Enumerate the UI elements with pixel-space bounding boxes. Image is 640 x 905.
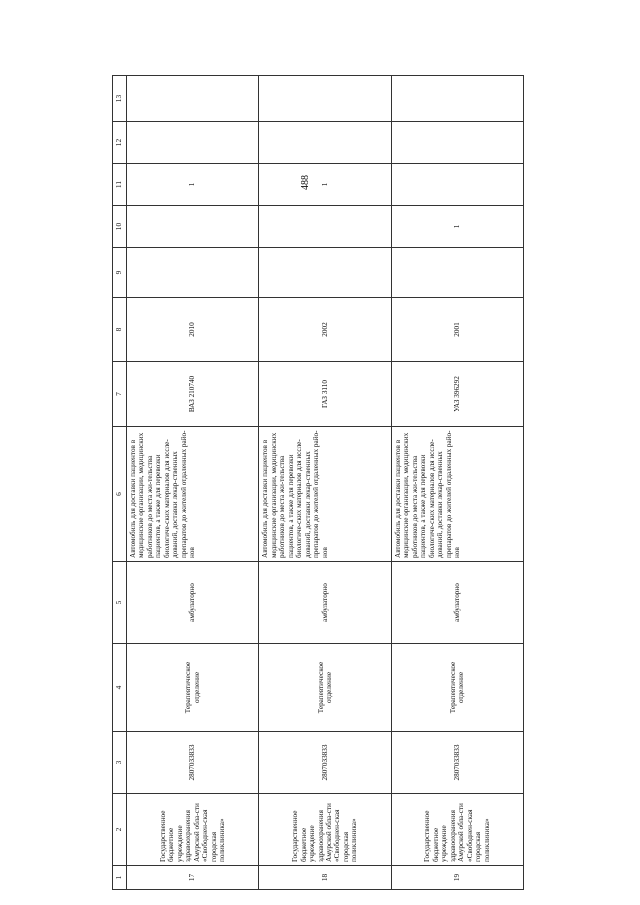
- cell-col-10: [259, 206, 391, 248]
- cell-col-10: [127, 206, 259, 248]
- column-number: 10: [113, 206, 127, 248]
- column-number: 5: [113, 562, 127, 644]
- care-type: амбулаторно: [127, 562, 259, 644]
- vehicle-year: 2010: [127, 298, 259, 362]
- row-number: 18: [259, 866, 391, 890]
- organization-name: Государственное бюджетное учреждение здравоохранения Амурской обла-сти «Свободнен-ская городская поликлиника»: [127, 794, 259, 866]
- cell-col-12: [259, 122, 391, 164]
- vehicle-purpose: Автомобиль для доставки пациентов в медицинские организации, медицинских работников до места жи-тельства пациентов, а также для перевозки биологиче-ских материалов для иссле-дований, доставки лекар-ственных препаратов до жителей отдаленных райо-нов: [391, 427, 523, 562]
- column-number-row: [113, 76, 127, 890]
- cell-col-13: [259, 76, 391, 122]
- table-row: [127, 76, 259, 890]
- vehicle-purpose: Автомобиль для доставки пациентов в медицинские организации, медицинских работников до места жи-тельства пациентов, а также для перевозки биологиче-ских материалов для иссле-дований, доставки лекар-ственных препаратов до жителей отдаленных райо-нов: [127, 427, 259, 562]
- vehicle-table: [112, 75, 524, 890]
- vehicle-purpose: Автомобиль для доставки пациентов в медицинские организации, медицинских работников до места жи-тельства пациентов, а также для перевозки биологиче-ских материалов для иссле-дований, доставки лекар-ственных препаратов до жителей отдаленных райо-нов: [259, 427, 391, 562]
- cell-col-12: [127, 122, 259, 164]
- vehicle-model: ВАЗ 210740: [127, 362, 259, 427]
- column-number: 2: [113, 794, 127, 866]
- department: Терапевтическое отделение: [391, 644, 523, 732]
- cell-col-9: [391, 248, 523, 298]
- vehicle-model: ГАЗ 3110: [259, 362, 391, 427]
- column-number: 7: [113, 362, 127, 427]
- table-row: [391, 76, 523, 890]
- cell-col-12: [391, 122, 523, 164]
- care-type: амбулаторно: [259, 562, 391, 644]
- row-number: 17: [127, 866, 259, 890]
- cell-col-11: 1: [259, 164, 391, 206]
- column-number: 6: [113, 427, 127, 562]
- care-type: амбулаторно: [391, 562, 523, 644]
- table-row: [259, 76, 391, 890]
- organization-name: Государственное бюджетное учреждение здравоохранения Амурской обла-сти «Свободнен-ская городская поликлиника»: [259, 794, 391, 866]
- column-number: 12: [113, 122, 127, 164]
- column-number: 1: [113, 866, 127, 890]
- row-number: 19: [391, 866, 523, 890]
- inn: 2807033833: [259, 732, 391, 794]
- table-container: [112, 76, 524, 890]
- cell-col-11: [391, 164, 523, 206]
- cell-col-9: [259, 248, 391, 298]
- cell-col-13: [127, 76, 259, 122]
- column-number: 8: [113, 298, 127, 362]
- department: Терапевтическое отделение: [259, 644, 391, 732]
- cell-col-9: [127, 248, 259, 298]
- vehicle-model: УАЗ 396292: [391, 362, 523, 427]
- inn: 2807033833: [127, 732, 259, 794]
- vehicle-year: 2002: [259, 298, 391, 362]
- cell-col-13: [391, 76, 523, 122]
- column-number: 4: [113, 644, 127, 732]
- cell-col-10: 1: [391, 206, 523, 248]
- department: Терапевтическое отделение: [127, 644, 259, 732]
- column-number: 3: [113, 732, 127, 794]
- column-number: 13: [113, 76, 127, 122]
- page-number: 488: [300, 175, 311, 190]
- inn: 2807033833: [391, 732, 523, 794]
- column-number: 9: [113, 248, 127, 298]
- cell-col-11: 1: [127, 164, 259, 206]
- column-number: 11: [113, 164, 127, 206]
- organization-name: Государственное бюджетное учреждение здравоохранения Амурской обла-сти «Свободнен-ская городская поликлиника»: [391, 794, 523, 866]
- vehicle-year: 2001: [391, 298, 523, 362]
